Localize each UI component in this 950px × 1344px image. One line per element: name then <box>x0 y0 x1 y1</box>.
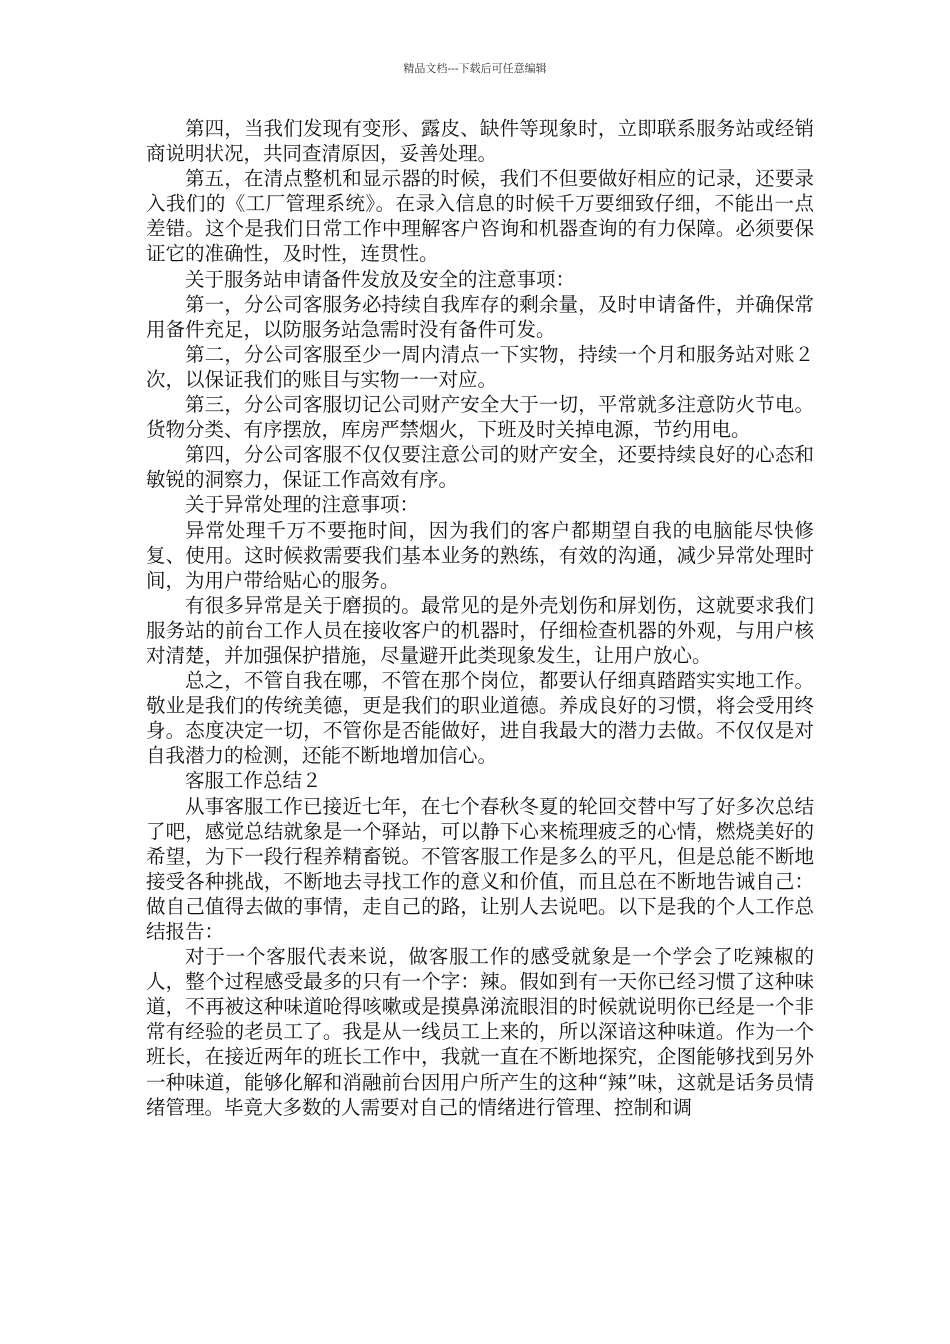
section-heading-summary-2: 客服工作总结２ <box>185 769 322 793</box>
document-body <box>146 116 814 1120</box>
paragraph-first-stock: 第一，分公司客服务必持续自我库存的剩余量，及时申请备件，并确保常用备件充足，以防服务站急需时没有备件可发。 <box>146 292 814 341</box>
paragraph-third-safety: 第三，分公司客服切记公司财产安全大于一切，平常就多注意防火节电。货物分类、有序摆放，库房严禁烟火，下班及时关掉电源，节约用电。 <box>146 393 814 442</box>
section-heading-exceptions: 关于异常处理的注意事项： <box>185 493 420 517</box>
paragraph-exception-wear: 有很多异常是关于磨损的。最常见的是外壳划伤和屏划伤，这就要求我们服务站的前台工作人员在接收客户的机器时，仔细检查机器的外观，与用户核对清楚，并加强保护措施，尽量避开此类现象发生，让用户放心。 <box>146 593 814 667</box>
paragraph-conclusion: 总之，不管自我在哪，不管在那个岗位，都要认仔细真踏踏实实地工作。敬业是我们的传统美德，更是我们的职业道德。养成良好的习惯，将会受用终身。态度决定一切，不管你是否能做好，进自我最大的潜力去做。不仅仅是对自我潜力的检测，还能不断地增加信心。 <box>146 669 814 768</box>
paragraph-exception-time: 异常处理千万不要拖时间，因为我们的客户都期望自我的电脑能尽快修复、使用。这时候救需要我们基本业务的熟练，有效的沟通，减少异常处理时间，为用户带给贴心的服务。 <box>146 518 814 592</box>
paragraph-seven-years: 从事客服工作已接近七年，在七个春秋冬夏的轮回交替中写了好多次总结了吧，感觉总结就象是一个驿站，可以静下心来梳理疲乏的心情，燃烧美好的希望，为下一段行程养精畜锐。不管客服工作是多么的平凡，但是总能不断地接受各种挑战，不断地去寻找工作的意义和价值，而且总在不断地告诫自己：做自己值得去做的事情，走自己的路，让别人去说吧。以下是我的个人工作总结报告： <box>146 794 814 943</box>
paragraph-fourth-deformation: 第四，当我们发现有变形、露皮、缺件等现象时，立即联系服务站或经销商说明状况，共同查清原因，妥善处理。 <box>146 117 814 166</box>
paragraph-fifth-inventory: 第五，在清点整机和显示器的时候，我们不但要做好相应的记录，还要录入我们的《工厂管理系统》。在录入信息的时候千万要细致仔细，不能出一点差错。这个是我们日常工作中理解客户咨询和机器查询的有力保障。必须要保证它的准确性，及时性，连贯性。 <box>146 167 814 266</box>
paragraph-fourth-attitude: 第四，分公司客服不仅仅要注意公司的财产安全，还要持续良好的心态和敏锐的洞察力，保证工作高效有序。 <box>146 443 814 492</box>
section-heading-spare-parts: 关于服务站申请备件发放及安全的注意事项： <box>185 267 576 291</box>
paragraph-spicy-metaphor: 对于一个客服代表来说，做客服工作的感受就象是一个学会了吃辣椒的人，整个过程感受最多的只有一个字：辣。假如到有一天你已经习惯了这种味道，不再被这种味道呛得咳嗽或是摸鼻涕流眼泪的时候就说明你已经是一个非常有经验的老员工了。我是从一线员工上来的，所以深谙这种味道。作为一个班长，在接近两年的班长工作中，我就一直在不断地探究，企图能够找到另外一种味道，能够化解和消融前台因用户所产生的这种“辣”味，这就是话务员情绪管理。毕竟大多数的人需要对自己的情绪进行管理、控制和调 <box>146 945 814 1119</box>
paragraph-second-reconcile: 第二，分公司客服至少一周内清点一下实物，持续一个月和服务站对账２次，以保证我们的账目与实物一一对应。 <box>146 342 814 391</box>
page-header: 精品文档---下载后可任意编辑 <box>403 62 547 75</box>
